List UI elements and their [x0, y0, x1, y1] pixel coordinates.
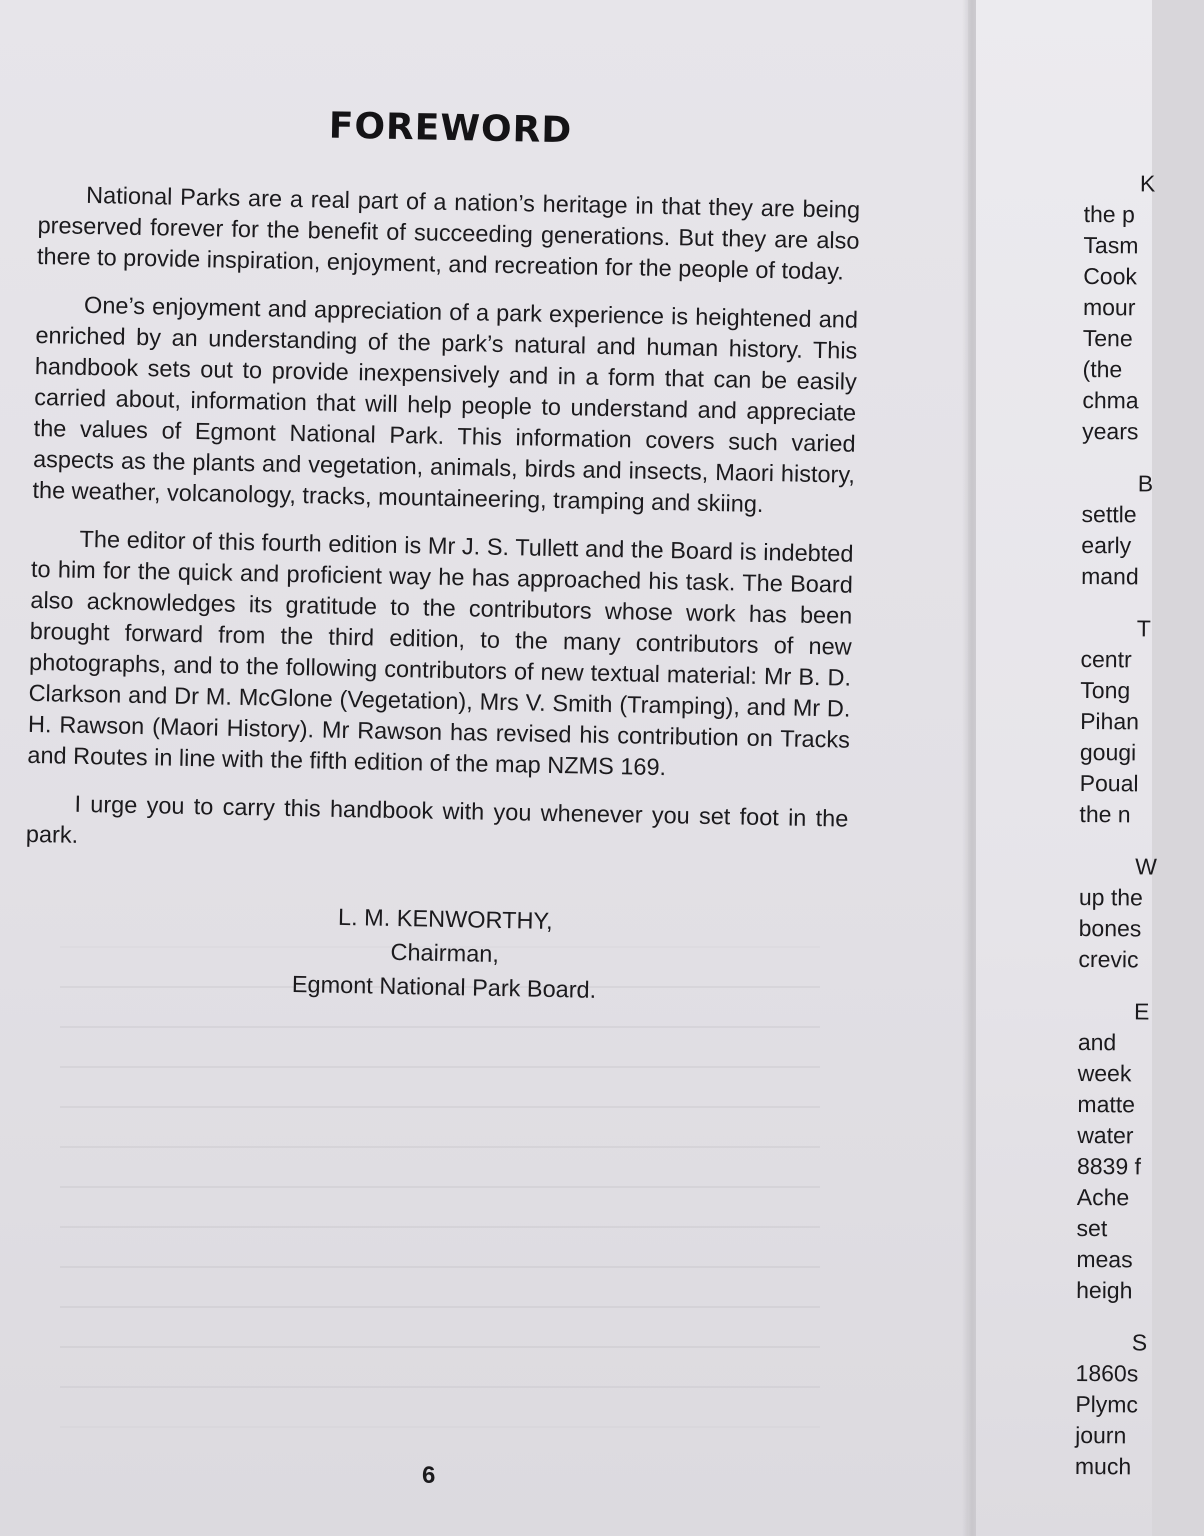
page-number: 6 [422, 1462, 436, 1489]
right-page-line: bones [1078, 914, 1142, 942]
right-page-paragraph [1078, 851, 1199, 976]
right-page-line: Cook [1083, 262, 1138, 290]
right-page-line: T [1136, 615, 1151, 642]
right-page-line: meas [1076, 1245, 1133, 1273]
right-page-paragraph [1076, 996, 1198, 1307]
right-page-line: week [1077, 1059, 1132, 1087]
right-page-line: mand [1081, 562, 1139, 590]
foreword-paragraph-4: I urge you to carry this handbook with you whenever you set foot in the park. [25, 790, 849, 848]
right-page-line: 1860s [1075, 1359, 1139, 1387]
right-page-line: 8839 f [1076, 1152, 1142, 1180]
right-page-line: the p [1083, 200, 1135, 228]
right-page-line: (the [1082, 355, 1123, 383]
foreword-paragraph-1: National Parks are a real part of a nation’s heritage in that they are being preserved forever for the benefit of succeeding generations. But they are also there to provide inspiration, enjoyment, and recreation for the people of today. [36, 181, 861, 285]
right-page-line: Tene [1082, 324, 1133, 352]
right-page-paragraph [1079, 613, 1201, 831]
right-page-line: S [1131, 1329, 1148, 1356]
page-title: FOREWORD [328, 105, 573, 152]
right-page-line: W [1135, 853, 1157, 880]
right-page-line: early [1081, 531, 1132, 559]
signature-block [23, 894, 847, 1012]
right-page-line: Ache [1076, 1183, 1130, 1211]
right-page-line: water [1077, 1121, 1134, 1149]
right-page-line: years [1082, 417, 1139, 445]
foreword-paragraph-3: The editor of this fourth edition is Mr J. S. Tullett and the Board is indebted to him for the quick and proficient way he has approached his task. The Board also acknowledges its gratitude to the contributors whose work has been brought forward from the third edition, to the many contributors of new photographs, and to the following contributors of new textual material: Mr B. D. Clarkson and Dr M. McGlone (Vegetation), Mrs V. Smith (Tramping), and Mr D. H. Rawson (Maori History). Mr Rawson has revised his contribution on Tracks and Routes in line with the fifth edition of the map NZMS 169. [27, 525, 854, 781]
foreword-paragraph-2: One’s enjoyment and appreciation of a park experience is heightened and enriched by an understanding of the park’s natural and human history. This handbook sets out to provide inexpensively and in a form that can be easily carried about, information that will help people to understand and appreciate the values of Egmont National Park. This information covers such varied aspects as the plants and vegetation, animals, birds and insects, Maori history, the weather, volcanology, tracks, mountaineering, tramping and skiing. [32, 291, 859, 517]
signatory-role: Chairman, [390, 938, 500, 967]
right-page-line: set [1076, 1214, 1108, 1242]
signatory-name: L. M. KENWORTHY, [337, 903, 553, 934]
signatory-organization: Egmont National Park Board. [291, 971, 597, 1003]
right-page-line: the n [1079, 800, 1131, 828]
right-page-line: up the [1078, 883, 1143, 911]
right-page-line: Plymc [1075, 1390, 1139, 1418]
foreword-text-block [23, 100, 862, 1012]
right-page-line: and [1077, 1028, 1117, 1056]
right-page-line: E [1134, 998, 1150, 1025]
right-page-line: Pihan [1080, 707, 1140, 735]
right-page-line: journ [1075, 1421, 1127, 1449]
right-page-line: gougi [1079, 738, 1137, 766]
right-page-line: settle [1081, 500, 1137, 528]
right-page-paragraph [1082, 168, 1204, 448]
right-page-line: chma [1082, 386, 1139, 414]
right-page-line: mour [1082, 293, 1136, 321]
right-page-line: heigh [1076, 1276, 1133, 1304]
right-page-line: B [1137, 470, 1154, 497]
right-page-line: centr [1080, 645, 1132, 673]
right-page-line: Tasm [1083, 231, 1139, 259]
right-page-line: K [1139, 170, 1156, 197]
right-page-line: Poual [1079, 769, 1139, 797]
right-page-text [1075, 168, 1204, 1504]
right-page-paragraph [1081, 468, 1202, 593]
right-page-line: Tong [1080, 676, 1131, 704]
right-page-line: matte [1077, 1090, 1136, 1118]
right-page-line: crevic [1078, 945, 1139, 973]
right-page-line: much [1074, 1452, 1132, 1480]
right-page-paragraph [1075, 1327, 1196, 1483]
